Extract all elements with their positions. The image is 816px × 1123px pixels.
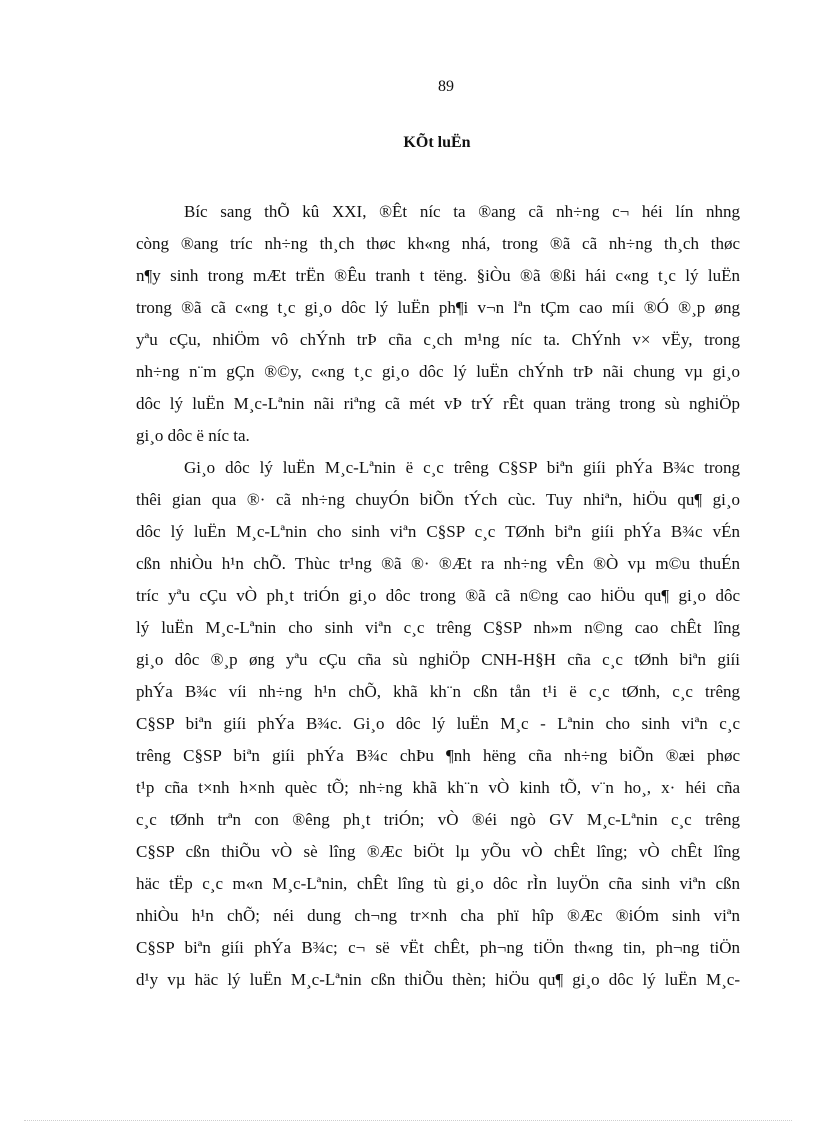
text-line: trêng C§SP biªn giíi phÝa B¾c chÞu ¶nh hëng cña nh÷ng biÕn ®æi phøc xyxy=(136,746,740,765)
text-line: t¹p cña t×nh h×nh quèc tÕ; nh÷ng khã kh¨n vÒ kinh tÕ, v¨n ho¸, x· héi cña xyxy=(136,778,740,797)
text-line: c¸c tØnh trªn con ®êng ph¸t triÓn; vÒ ®éi ngò GV M¸c-Lªnin c¸c trêng xyxy=(136,810,740,829)
text-line: nh÷ng n¨m gÇn ®©y, c«ng t¸c gi¸o dôc lý luËn chÝnh trÞ nãi chung vµ gi¸o xyxy=(136,362,740,381)
text-line: dôc lý luËn M¸c-Lªnin cho sinh viªn C§SP c¸c TØnh biªn giíi phÝa B¾c vÉn xyxy=(136,522,740,541)
text-line: Bíc sang thÕ kû XXI, ®Êt níc ta ®ang cã nh÷ng c¬ héi lín nhng xyxy=(184,202,740,221)
text-line: nhiÒu h¹n chÕ; néi dung ch¬ng tr×nh cha phï hîp ®Æc ®iÓm sinh viªn xyxy=(136,906,740,925)
text-line: trong ®ã cã c«ng t¸c gi¸o dôc lý luËn ph¶i v¬n lªn tÇm cao míi ®Ó ®¸p øng xyxy=(136,298,740,317)
page-number: 89 xyxy=(438,78,454,95)
text-line: yªu cÇu, nhiÖm vô chÝnh trÞ cña c¸ch m¹ng níc ta. ChÝnh v× vËy, trong xyxy=(136,330,740,349)
text-line: Gi¸o dôc lý luËn M¸c-Lªnin ë c¸c trêng C§SP biªn giíi phÝa B¾c trong xyxy=(184,458,740,477)
text-line: häc tËp c¸c m«n M¸c-Lªnin, chÊt lîng tù gi¸o dôc rÌn luyÖn cña sinh viªn cßn xyxy=(136,874,740,893)
text-line: n¶y sinh trong mÆt trËn ®Êu tranh t tëng. §iÒu ®ã ®ßi hái c«ng t¸c lý luËn xyxy=(136,266,740,285)
page-title: KÕt luËn xyxy=(403,134,471,151)
page-bottom-divider xyxy=(24,1120,792,1121)
text-line: lý luËn M¸c-Lªnin cho sinh viªn c¸c trêng C§SP nh»m n©ng cao chÊt lîng xyxy=(136,618,740,637)
text-line: phÝa B¾c víi nh÷ng h¹n chÕ, khã kh¨n cßn tån t¹i ë c¸c tØnh, c¸c trêng xyxy=(136,682,740,701)
text-line: tríc yªu cÇu vÒ ph¸t triÓn gi¸o dôc trong ®ã cã n©ng cao hiÖu qu¶ gi¸o dôc xyxy=(136,586,740,605)
text-line: cßn nhiÒu h¹n chÕ. Thùc tr¹ng ®ã ®· ®Æt ra nh÷ng vÊn ®Ò vµ m©u thuÉn xyxy=(136,554,740,573)
text-line: dôc lý luËn M¸c-Lªnin nãi riªng cã mét vÞ trÝ rÊt quan träng trong sù nghiÖp xyxy=(136,394,740,413)
paragraph xyxy=(136,196,740,452)
paragraph xyxy=(136,452,740,996)
text-line: C§SP biªn giíi phÝa B¾c; c¬ së vËt chÊt, ph¬ng tiÖn th«ng tin, ph¬ng tiÖn xyxy=(136,938,740,957)
document-body xyxy=(136,196,740,996)
text-line: còng ®ang tríc nh÷ng th¸ch thøc kh«ng nhá, trong ®ã cã nh÷ng th¸ch thøc xyxy=(136,234,740,253)
text-line: C§SP cßn thiÕu vÒ sè lîng ®Æc biÖt lµ yÕu vÒ chÊt lîng; vÒ chÊt lîng xyxy=(136,842,740,861)
text-line: gi¸o dôc ë níc ta. xyxy=(136,426,250,445)
text-line: C§SP biªn giíi phÝa B¾c. Gi¸o dôc lý luËn M¸c - Lªnin cho sinh viªn c¸c xyxy=(136,714,740,733)
text-line: thêi gian qua ®· cã nh÷ng chuyÓn biÕn tÝch cùc. Tuy nhiªn, hiÖu qu¶ gi¸o xyxy=(136,490,740,509)
text-line: gi¸o dôc ®¸p øng yªu cÇu cña sù nghiÖp CNH-H§H cña c¸c tØnh biªn giíi xyxy=(136,650,740,669)
text-line: d¹y vµ häc lý luËn M¸c-Lªnin cßn thiÕu thèn; hiÖu qu¶ gi¸o dôc lý luËn M¸c- xyxy=(136,970,740,989)
